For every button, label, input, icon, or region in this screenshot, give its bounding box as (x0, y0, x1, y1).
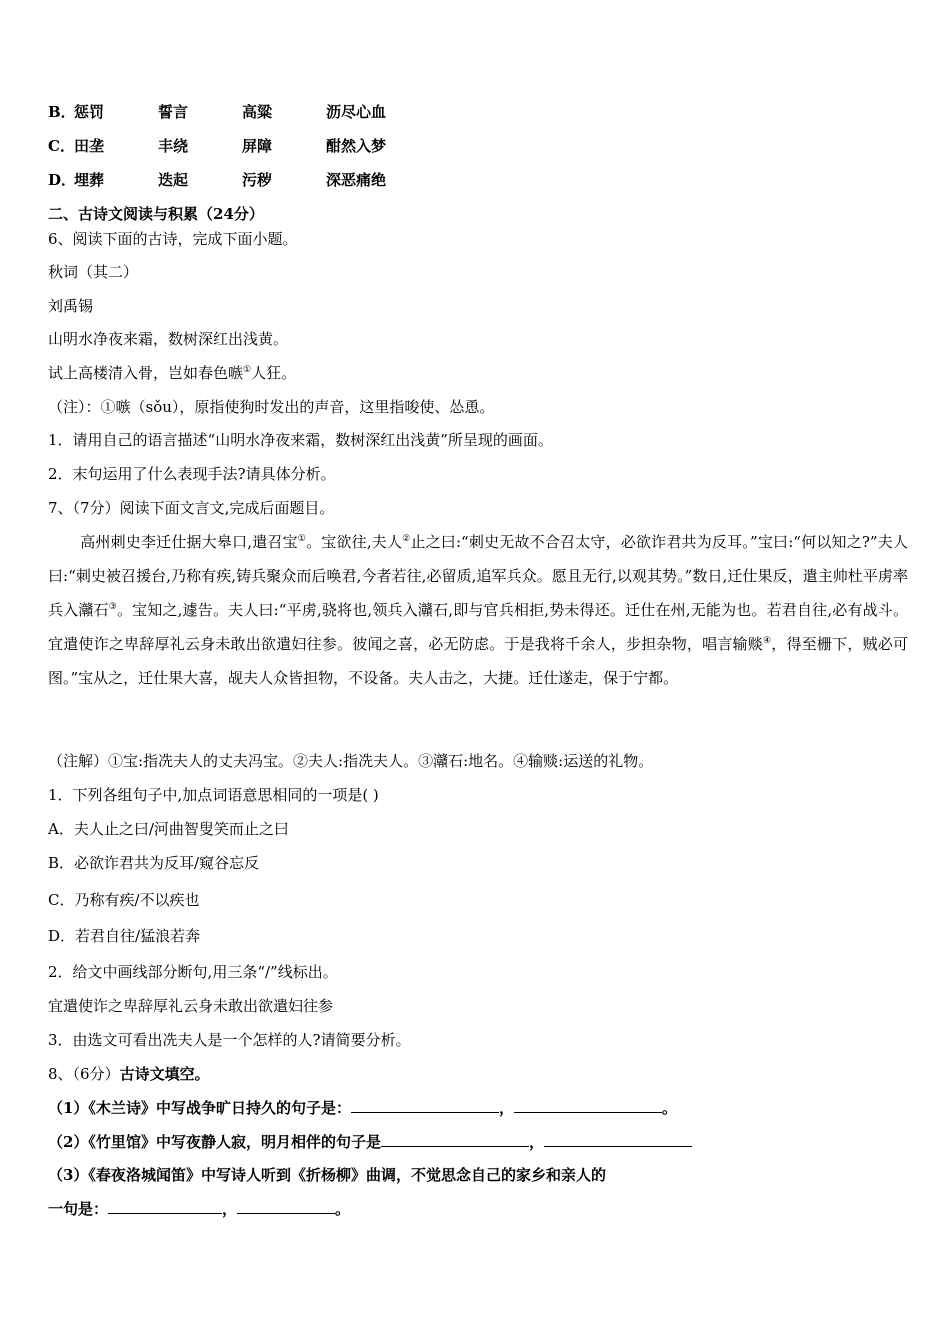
option-letter: D． (48, 171, 77, 189)
option-word: 污秽 (242, 171, 273, 189)
fill-item-1: （1）《木兰诗》中写战争旷日持久的句子是： ， 。 (48, 1099, 677, 1117)
option-letter: B． (48, 103, 76, 121)
answer-blank[interactable] (108, 1198, 222, 1214)
poem-author: 刘禹锡 (48, 297, 94, 315)
choice-d: D．若君自往/猛浪若奔 (48, 927, 201, 945)
question-6-sub1: 1．请用自己的语言描述“山明水净夜来霜，数树深红出浅黄”所呈现的画面。 (48, 431, 553, 449)
note-marker: ③ (108, 602, 117, 612)
answer-blank[interactable] (381, 1131, 529, 1147)
poem-title: 秋词（其二） (48, 263, 139, 281)
question-6-sub2: 2．末句运用了什么表现手法?请具体分析。 (48, 465, 336, 483)
section-title: 二、古诗文阅读与积累（24分） (48, 205, 264, 223)
option-word: 惩罚 (74, 103, 105, 121)
option-word: 沥尽心血 (326, 103, 387, 121)
passage-note: （注解）①宝:指冼夫人的丈夫冯宝。②夫人:指冼夫人。③灨石:地名。④输赕:运送的礼物。 (48, 752, 654, 770)
option-word: 誓言 (158, 103, 189, 121)
answer-blank[interactable] (351, 1097, 499, 1113)
note-marker: ④ (762, 636, 772, 646)
sentence-to-punctuate: 宜遣使诈之卑辞厚礼云身未敢出欲遣妇往参 (48, 997, 334, 1015)
option-letter: C． (48, 137, 75, 155)
classical-passage (48, 525, 908, 695)
choice-c: C．乃称有疾/不以疾也 (48, 891, 200, 909)
answer-blank[interactable] (514, 1097, 662, 1113)
poem-note: （注）：①嗾（sǒu），原指使狗时发出的声音，这里指唆使、怂恿。 (48, 398, 495, 416)
option-word: 田垄 (74, 137, 105, 155)
note-marker: ② (402, 534, 411, 544)
choice-a: A．夫人止之曰/河曲智叟笑而止之曰 (48, 820, 289, 838)
option-word: 屏障 (242, 137, 273, 155)
poem-line: 试上高楼清入骨，岂如春色嗾①人狂。 (48, 364, 297, 382)
option-word: 丰绕 (158, 137, 189, 155)
fill-item-2: （2）《竹里馆》中写夜静人寂，明月相伴的句子是 ， (48, 1131, 692, 1152)
option-word: 高粱 (242, 103, 273, 121)
option-word: 酣然入梦 (326, 137, 387, 155)
passage-text: ，得至栅下，贼必可图。”宝从之，迁仕果大喜，觇夫人众皆担物，不设备。夫人击之，大捷。迁仕遂走，保于宁都。 (48, 635, 908, 687)
question-7-sub3: 3．由选文可看出冼夫人是一个怎样的人?请简要分析。 (48, 1031, 411, 1049)
answer-blank[interactable] (544, 1131, 692, 1147)
passage-text: 。宝知之,遽告。夫人曰:“平虏,骁将也,领兵入灨石,即与官兵相拒,势未得还。迁仕在州,无能为也。若君自往,必有战斗。宜遣使诈之卑辞厚礼云身未敢出欲遣妇往参。彼闻之喜，必无防虑。于是我将千余人，步担杂物，唱言输赕 (48, 601, 908, 653)
question-7-sub2: 2．给文中画线部分断句,用三条“/”线标出。 (48, 963, 338, 981)
passage-text: 高州刺史李迁仕据大皋口,遣召宝 (80, 533, 298, 551)
question-7-sub1: 1．下列各组句子中,加点词语意思相同的一项是( ) (48, 786, 379, 804)
option-word: 埋葬 (74, 171, 105, 189)
fill-item-3-cont: 一句是： ， 。 (48, 1200, 351, 1218)
passage-text: 止之曰:“刺史无故不合召太守，必欲诈君共为反耳。”宝曰:“何以知之?”夫人曰:“刺史被召援台,乃称有疾,铸兵聚众而后唤君,今者若往,必留质,追军兵众。愿且无行,以观其势。”数日,迁仕果反，遣主帅杜平虏率兵入灨石 (48, 533, 908, 619)
note-marker: ① (297, 534, 307, 544)
question-6-intro: 6、阅读下面的古诗，完成下面小题。 (48, 230, 298, 248)
poem-line: 山明水净夜来霜，数树深红出浅黄。 (48, 330, 289, 348)
question-8-intro: 8、（6分）古诗文填空。 (48, 1065, 210, 1083)
option-word: 深恶痛绝 (326, 171, 387, 189)
option-word: 迭起 (158, 171, 189, 189)
question-7-intro: 7、（7分）阅读下面文言文,完成后面题目。 (48, 499, 335, 517)
choice-b: B．必欲诈君共为反耳/窥谷忘反 (48, 854, 260, 872)
passage-text: 。宝欲往,夫人 (306, 533, 403, 551)
fill-item-3: （3）《春夜洛城闻笛》中写诗人听到《折杨柳》曲调，不觉思念自己的家乡和亲人的 (48, 1166, 606, 1184)
answer-blank[interactable] (237, 1198, 335, 1214)
